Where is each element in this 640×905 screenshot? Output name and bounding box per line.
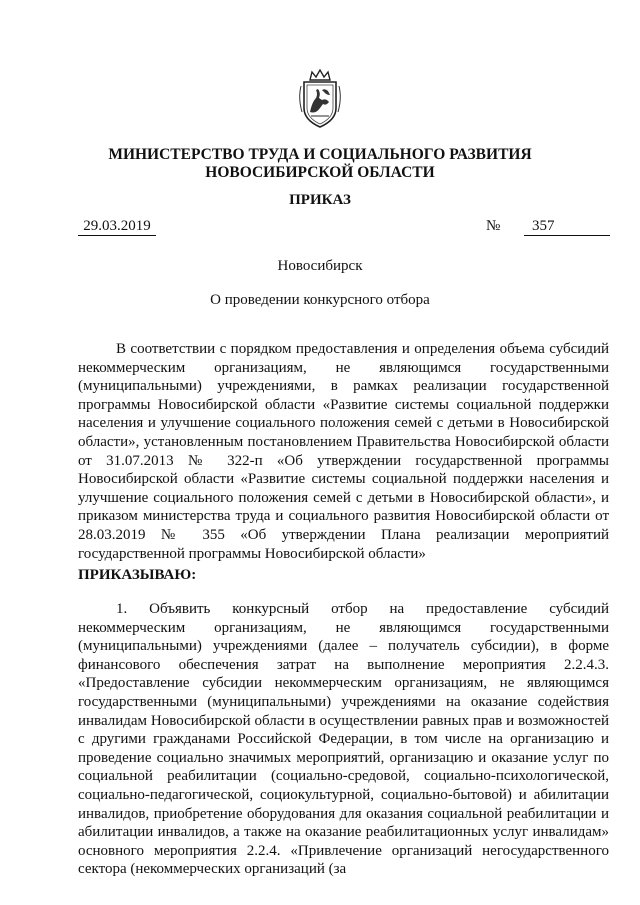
preamble-paragraph: В соответствии с порядком предоставления и определения объема субсидий некоммерческим организациям, не являющимся государственными (муниципальными) учреждениями, в рамках реализации государственной программы Новосибирской области «Развитие системы социальной поддержки населения и улучшение социального положения семей с детьми в Новосибирской области», установленным постановлением Правительства Новосибирской области от 31.07.2013 № 322-п «Об утверждении государственной программы Новосибирской области «Развитие системы социальной поддержки населения и улучшение социального положения семей с детьми в Новосибирской области», и приказом министерства труда и социального развития Новосибирской области от 28.03.2019 № 355 «Об утверждении Плана реализации мероприятий государственной программы Новосибирской области» xyxy=(78,341,609,562)
order-title: ПРИКАЗ xyxy=(289,192,351,208)
order-item-1: 1. Объявить конкурсный отбор на предоставление субсидий некоммерческим организациям, не являющимся государственными (муниципальными) учреждениями (далее – получатель субсидии), в форме финансового обеспечения затрат на выполнение мероприятия 2.2.4.3. «Предоставление субсидии некоммерческим организациям, не являющимся государственными (муниципальными) учреждениями на оказание содействия инвалидам Новосибирской области в осуществлении равных прав и возможностей с другими гражданами Российской Федерации, в том числе на организацию и проведение социально значимых мероприятий, организацию и оказание услуг по социальной реабилитации (социально-средовой, социально-психологической, социально-педагогической, социокультурной, социально-бытовой) и абилитации инвалидов, приобретение оборудования для оказания социальной реабилитации и абилитации инвалидов, а также на оказание реабилитационных услуг инвалидам» основного мероприятия 2.2.4. «Привлечение организаций негосударственного сектора (некоммерческих организаций (за xyxy=(78,601,609,878)
city: Новосибирск xyxy=(277,258,363,274)
ministry-name-line-1: МИНИСТЕРСТВО ТРУДА И СОЦИАЛЬНОГО РАЗВИТИЯ xyxy=(108,146,532,163)
order-heading: ПРИКАЗЫВАЮ: xyxy=(78,567,197,583)
order-subject: О проведении конкурсного отбора xyxy=(210,292,430,308)
order-number-sign: № xyxy=(486,218,501,234)
ministry-name-line-2: НОВОСИБИРСКОЙ ОБЛАСТИ xyxy=(205,164,435,181)
coat-of-arms-icon xyxy=(296,68,344,130)
order-date: 29.03.2019 xyxy=(78,218,156,236)
order-number: 357 xyxy=(524,218,610,236)
